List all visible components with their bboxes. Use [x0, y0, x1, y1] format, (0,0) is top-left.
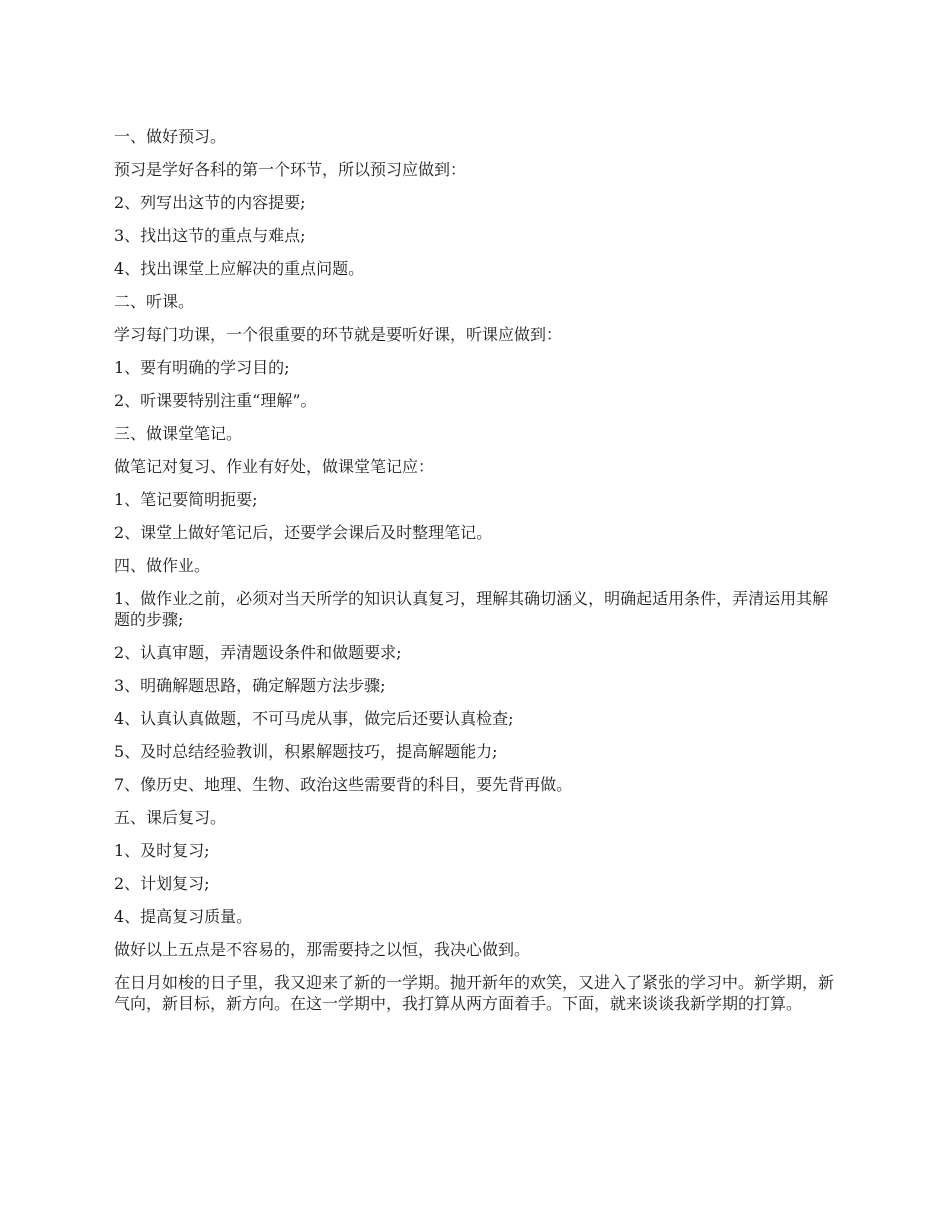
- section-heading-3: 三、做课堂笔记。: [114, 424, 243, 443]
- list-item: 4、找出课堂上应解决的重点问题。: [114, 259, 365, 278]
- list-item: 2、认真审题，弄清题设条件和做题要求;: [114, 643, 402, 662]
- list-item: 4、认真认真做题，不可马虎从事，做完后还要认真检查;: [114, 709, 514, 728]
- section-heading-5: 五、课后复习。: [114, 808, 227, 827]
- document-page: [114, 126, 836, 1014]
- paragraph: 在日月如梭的日子里，我又迎来了新的一学期。抛开新年的欢笑，又进入了紧张的学习中。新学期，新气向，新目标，新方向。在这一学期中，我打算从两方面着手。下面，就来谈谈我新学期的打算。: [114, 973, 835, 1013]
- list-item: 3、明确解题思路，确定解题方法步骤;: [114, 676, 386, 695]
- list-item: 2、列写出这节的内容提要;: [114, 193, 306, 212]
- list-item: 4、提高复习质量。: [114, 907, 253, 926]
- paragraph: 学习每门功课，一个很重要的环节就是要听好课，听课应做到：: [114, 325, 563, 344]
- section-heading-2: 二、听课。: [114, 292, 195, 311]
- list-item: 2、计划复习;: [114, 874, 210, 893]
- paragraph: 做好以上五点是不容易的，那需要持之以恒，我决心做到。: [114, 940, 531, 959]
- list-item: 1、做作业之前，必须对当天所学的知识认真复习，理解其确切涵义，明确起适用条件，弄清运用其解题的步骤;: [114, 589, 829, 629]
- list-item: 2、课堂上做好笔记后，还要学会课后及时整理笔记。: [114, 523, 493, 542]
- list-item: 2、听课要特别注重“理解”。: [114, 391, 317, 410]
- list-item: 1、要有明确的学习目的;: [114, 358, 290, 377]
- list-item: 1、及时复习;: [114, 841, 210, 860]
- paragraph: 预习是学好各科的第一个环节，所以预习应做到：: [114, 160, 467, 179]
- list-item: 5、及时总结经验教训，积累解题技巧，提高解题能力;: [114, 742, 498, 761]
- list-item: 7、像历史、地理、生物、政治这些需要背的科目，要先背再做。: [114, 775, 573, 794]
- section-heading-4: 四、做作业。: [114, 556, 211, 575]
- list-item: 3、找出这节的重点与难点;: [114, 226, 306, 245]
- section-heading-1: 一、做好预习。: [114, 127, 227, 146]
- list-item: 1、笔记要简明扼要;: [114, 490, 258, 509]
- paragraph: 做笔记对复习、作业有好处，做课堂笔记应：: [114, 457, 435, 476]
